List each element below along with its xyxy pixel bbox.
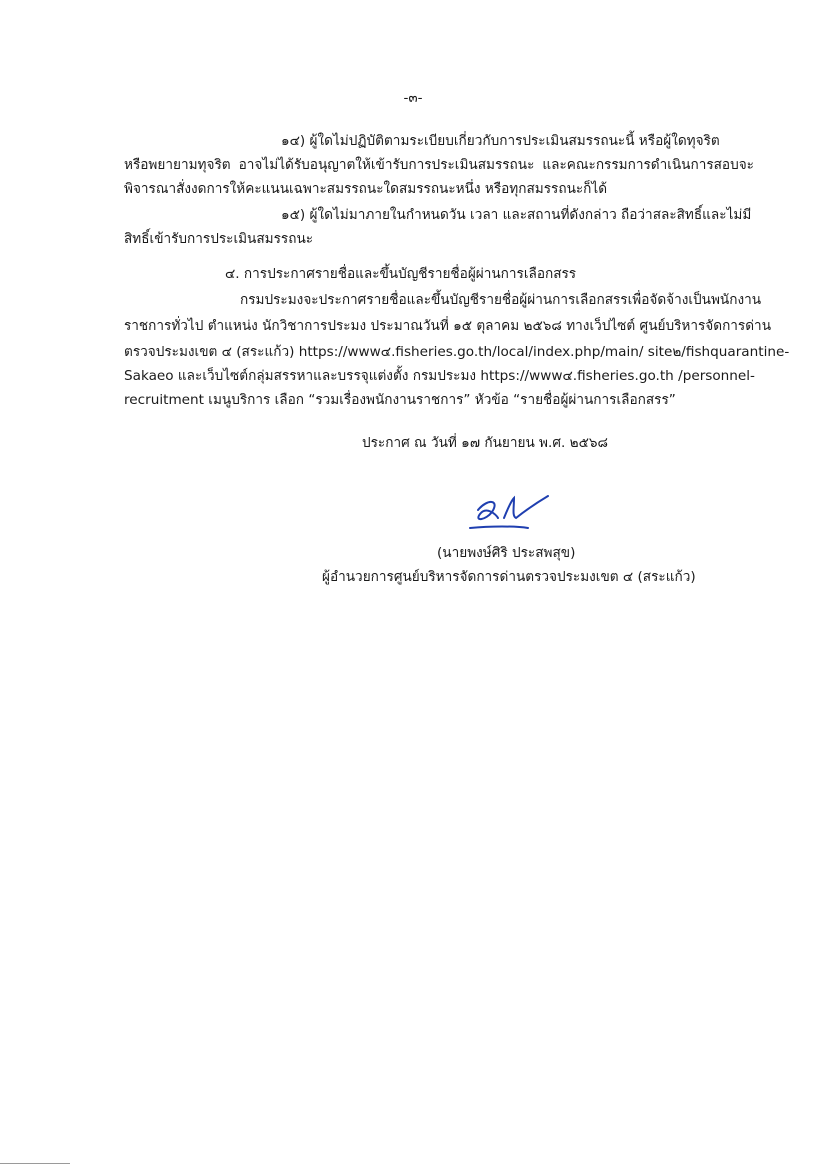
item14-line2: หรือพยายามทุจริต อาจไม่ได้รับอนุญาตให้เข้ารับการประเมินสมรรถนะ และคณะกรรมการดำเนินการสอบจะ <box>124 157 754 173</box>
signature-image <box>466 488 556 534</box>
section4-line5: recruitment เมนูบริการ เลือก “รวมเรื่องพนักงานราชการ” หัวข้อ “รายชื่อผู้ผ่านการเลือกสรร” <box>124 392 676 408</box>
item15-line1: ๑๕) ผู้ใดไม่มาภายในกำหนดวัน เวลา และสถานที่ดังกล่าว ถือว่าสละสิทธิ์และไม่มี <box>281 207 752 223</box>
section4-line1: กรมประมงจะประกาศรายชื่อและขึ้นบัญชีรายชื่อผู้ผ่านการเลือกสรรเพื่อจัดจ้างเป็นพนักงาน <box>240 292 762 308</box>
item14-line3: พิจารณาสั่งงดการให้คะแนนเฉพาะสมรรถนะใดสมรรถนะหนึ่ง หรือทุกสมรรถนะก็ได้ <box>124 181 608 197</box>
signatory-position: ผู้อำนวยการศูนย์บริหารจัดการด่านตรวจประมงเขต ๔ (สระแก้ว) <box>322 569 696 585</box>
page-edge-line <box>0 1163 70 1164</box>
announcement-date: ประกาศ ณ วันที่ ๑๗ กันยายน พ.ศ. ๒๕๖๘ <box>362 435 608 451</box>
section4-heading: ๔. การประกาศรายชื่อและขึ้นบัญชีรายชื่อผู้ผ่านการเลือกสรร <box>225 266 577 282</box>
item15-line2: สิทธิ์เข้ารับการประเมินสมรรถนะ <box>124 231 314 247</box>
section4-line4: Sakaeo และเว็บไซต์กลุ่มสรรหาและบรรจุแต่งตั้ง กรมประมง https://www๔.fisheries.go.th /personnel- <box>124 368 755 384</box>
section4-line3: ตรวจประมงเขต ๔ (สระแก้ว) https://www๔.fisheries.go.th/local/index.php/main/ site๒/fishquarantine- <box>124 344 790 360</box>
item14-line1: ๑๔) ผู้ใดไม่ปฏิบัติตามระเบียบเกี่ยวกับการประเมินสมรรถนะนี้ หรือผู้ใดทุจริต <box>281 133 720 149</box>
section4-line2: ราชการทั่วไป ตำแหน่ง นักวิชาการประมง ประมาณวันที่ ๑๕ ตุลาคม ๒๕๖๘ ทางเว็ปไซต์ ศูนย์บริหารจัดการด่าน <box>124 318 771 334</box>
signatory-name: (นายพงษ์ศิริ ประสพสุข) <box>437 545 576 561</box>
page-number: -๓- <box>403 90 423 106</box>
